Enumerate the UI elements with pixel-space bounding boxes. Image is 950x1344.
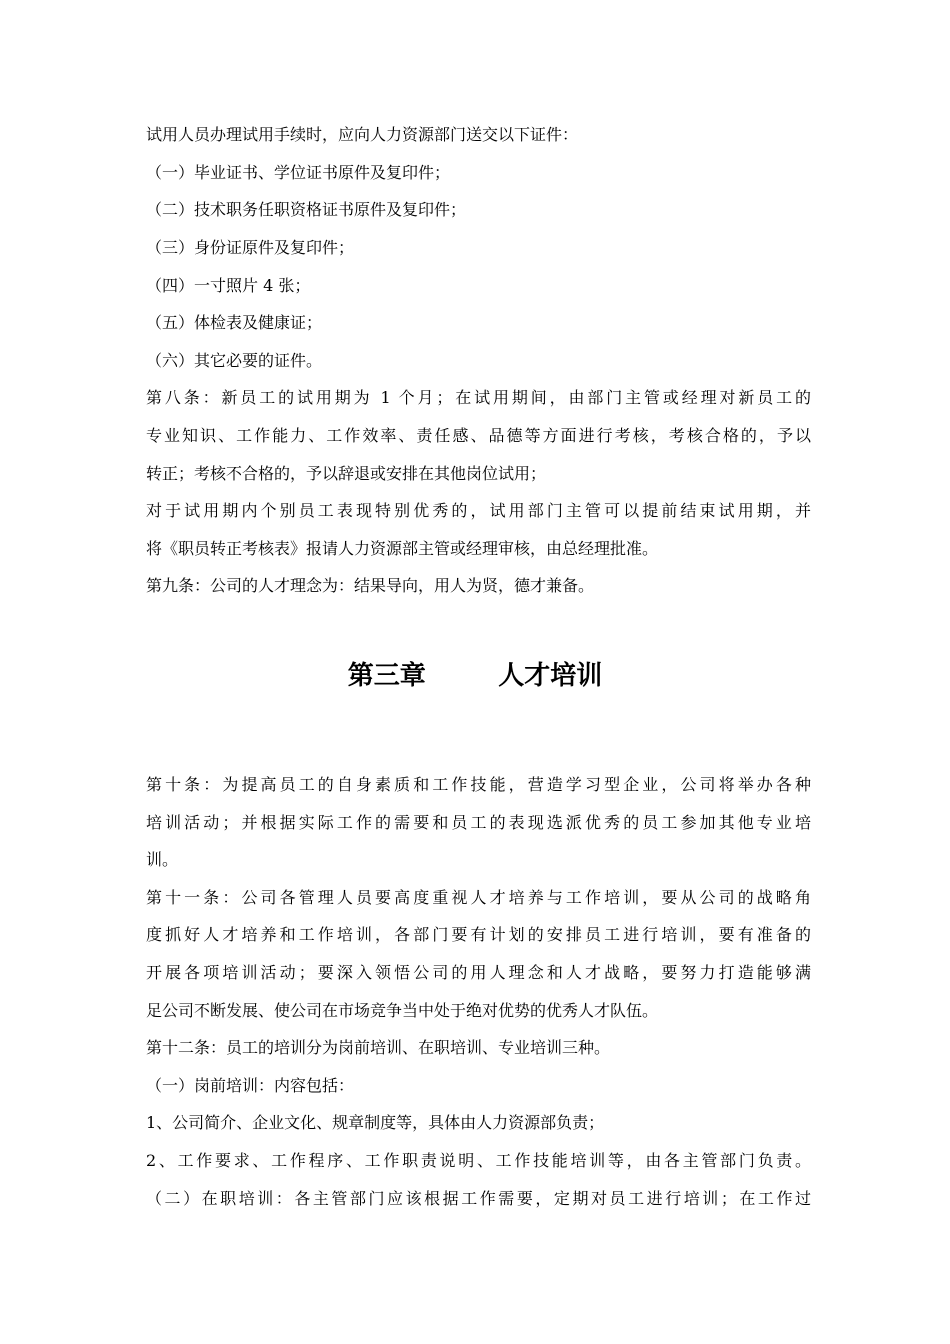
paragraph-line: 培训活动；并根据实际工作的需要和员工的表现选派优秀的员工参加其他专业培	[146, 813, 811, 832]
list-item: （一）岗前培训：内容包括：	[146, 1076, 355, 1095]
list-item: （二）在职培训：各主管部门应该根据工作需要，定期对员工进行培训；在工作过	[146, 1189, 811, 1208]
list-item: （六）其它必要的证件。	[146, 351, 323, 370]
paragraph-line: 第十一条：公司各管理人员要高度重视人才培养与工作培训，要从公司的战略角	[146, 888, 811, 907]
chapter-title: 第三章 人才培训	[347, 661, 603, 691]
list-item: 2、工作要求、工作程序、工作职责说明、工作技能培训等，由各主管部门负责。	[146, 1151, 811, 1170]
paragraph-line: 对于试用期内个别员工表现特别优秀的，试用部门主管可以提前结束试用期，并	[146, 501, 811, 520]
list-item: （二）技术职务任职资格证书原件及复印件；	[146, 200, 467, 219]
paragraph-line: 第十条：为提高员工的自身素质和工作技能，营造学习型企业，公司将举办各种	[146, 775, 811, 794]
paragraph-line: 第九条：公司的人才理念为：结果导向，用人为贤，德才兼备。	[146, 576, 595, 595]
paragraph-line: 转正；考核不合格的，予以辞退或安排在其他岗位试用；	[146, 464, 547, 483]
intro-line: 试用人员办理试用手续时，应向人力资源部门送交以下证件：	[146, 125, 579, 144]
list-item: （一）毕业证书、学位证书原件及复印件；	[146, 163, 451, 182]
list-item: （五）体检表及健康证；	[146, 313, 323, 332]
paragraph-line: 足公司不断发展、使公司在市场竞争当中处于绝对优势的优秀人才队伍。	[146, 1001, 659, 1020]
paragraph-line: 将《职员转正考核表》报请人力资源部主管或经理审核，由总经理批准。	[146, 539, 659, 558]
paragraph-line: 训。	[146, 850, 179, 869]
paragraph-line: 第十二条：员工的培训分为岗前培训、在职培训、专业培训三种。	[146, 1038, 611, 1057]
paragraph-line: 度抓好人才培养和工作培训，各部门要有计划的安排员工进行培训，要有准备的	[146, 925, 811, 944]
paragraph-line: 开展各项培训活动；要深入领悟公司的用人理念和人才战略，要努力打造能够满	[146, 963, 811, 982]
paragraph-line: 专业知识、工作能力、工作效率、责任感、品德等方面进行考核，考核合格的，予以	[146, 426, 811, 445]
list-item: （四）一寸照片 4 张；	[146, 276, 311, 295]
paragraph-line: 第八条：新员工的试用期为 1 个月；在试用期间，由部门主管或经理对新员工的	[146, 388, 811, 407]
list-item: 1、公司简介、企业文化、规章制度等，具体由人力资源部负责；	[146, 1113, 605, 1132]
list-item: （三）身份证原件及复印件；	[146, 238, 355, 257]
